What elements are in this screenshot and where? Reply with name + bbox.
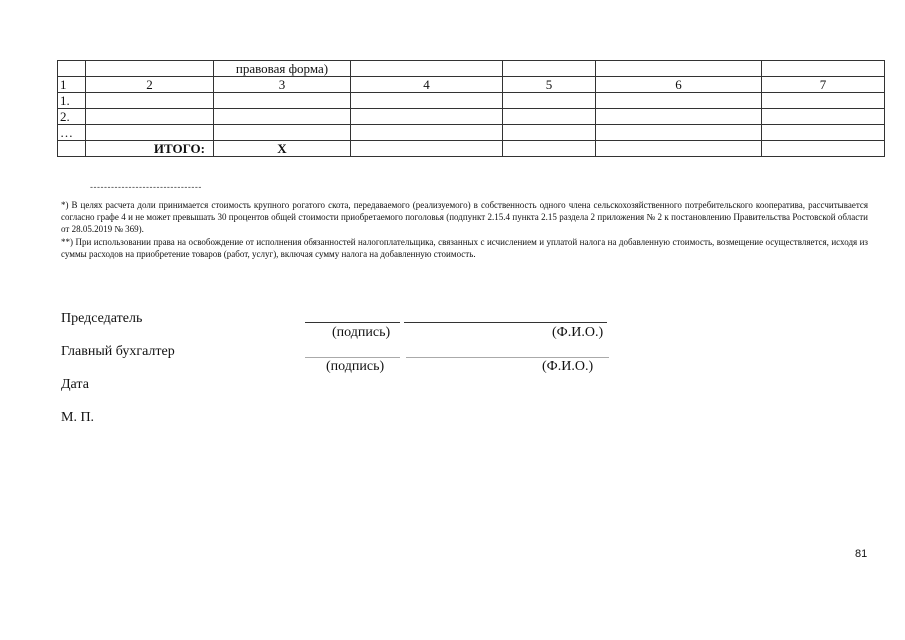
name-caption: (Ф.И.О.) (552, 325, 604, 340)
table-numbering-row (58, 77, 885, 93)
table-cell (86, 93, 214, 109)
table-cell (762, 125, 885, 141)
table-cell (58, 141, 86, 157)
table-cell (86, 109, 214, 125)
name-caption: (Ф.И.О.) (542, 359, 594, 374)
table-cell (762, 61, 885, 77)
table-cell (58, 61, 86, 77)
column-number: 3 (214, 77, 351, 93)
stamp-label: М. П. (61, 410, 95, 425)
table-cell (214, 93, 351, 109)
chairman-signature-line (305, 322, 400, 323)
table-row (58, 125, 885, 141)
table-cell (762, 109, 885, 125)
column-number: 6 (596, 77, 762, 93)
table-cell (214, 125, 351, 141)
accountant-signature-line (305, 357, 400, 358)
table-cell (351, 93, 503, 109)
chief-accountant-label: Главный бухгалтер (61, 344, 175, 359)
data-table (57, 60, 885, 157)
signature-caption: (подпись) (332, 325, 391, 340)
footnote-separator: -------------------------------- (90, 182, 202, 192)
table-cell (351, 109, 503, 125)
chairman-label: Председатель (61, 311, 143, 326)
table-row (58, 109, 885, 125)
footnote-1: *) В целях расчета доли принимается стоимость крупного рогатого скота, передаваемого (реализуемого) в собственность одного члена сельскохозяйственного потребительского кооператива, рассчитывается согласно графе 4 и не может превышать 30 процентов общей стоимости приобретаемого поголовья (подпункт 2.15.4 пункта 2.15 раздела 2 приложения № 2 к постановлению Правительства Ростовской области от 28.05.2019 № 369). (61, 200, 868, 234)
table-cell: правовая форма) (214, 61, 351, 77)
table-header-continuation-row (58, 61, 885, 77)
table-cell (351, 61, 503, 77)
table-cell (503, 93, 596, 109)
row-number: 2. (58, 109, 86, 125)
column-number: 2 (86, 77, 214, 93)
table-cell (86, 61, 214, 77)
column-number: 5 (503, 77, 596, 93)
accountant-name-line (406, 357, 609, 358)
footnote-2: **) При использовании права на освобождение от исполнения обязанностей налогоплательщика, связанных с исчислением и уплатой налога на добавленную стоимость, возмещение осуществляется, исходя из суммы расходов на приобретение товаров (работ, услуг), включая сумму налога на добавленную стоимость. (61, 237, 868, 259)
chairman-name-line (404, 322, 607, 323)
table-cell (503, 125, 596, 141)
table-cell (214, 109, 351, 125)
signature-caption: (подпись) (326, 359, 385, 374)
table-cell (86, 125, 214, 141)
table-cell (596, 141, 762, 157)
page-number: 81 (855, 548, 868, 560)
column-number: 7 (762, 77, 885, 93)
column-number: 1 (58, 77, 86, 93)
table-cell (596, 61, 762, 77)
total-col3-mark: X (214, 141, 351, 157)
row-number: 1. (58, 93, 86, 109)
table-total-row (58, 141, 885, 157)
table-cell (351, 125, 503, 141)
table-cell (503, 61, 596, 77)
table-cell (596, 109, 762, 125)
table-cell (351, 141, 503, 157)
table-cell (596, 93, 762, 109)
total-label: ИТОГО: (86, 141, 214, 157)
table-cell (762, 141, 885, 157)
row-number: … (58, 125, 86, 141)
column-number: 4 (351, 77, 503, 93)
table-cell (762, 93, 885, 109)
table-cell (596, 125, 762, 141)
date-label: Дата (61, 377, 89, 392)
table-row (58, 93, 885, 109)
table-cell (503, 109, 596, 125)
table-cell (503, 141, 596, 157)
